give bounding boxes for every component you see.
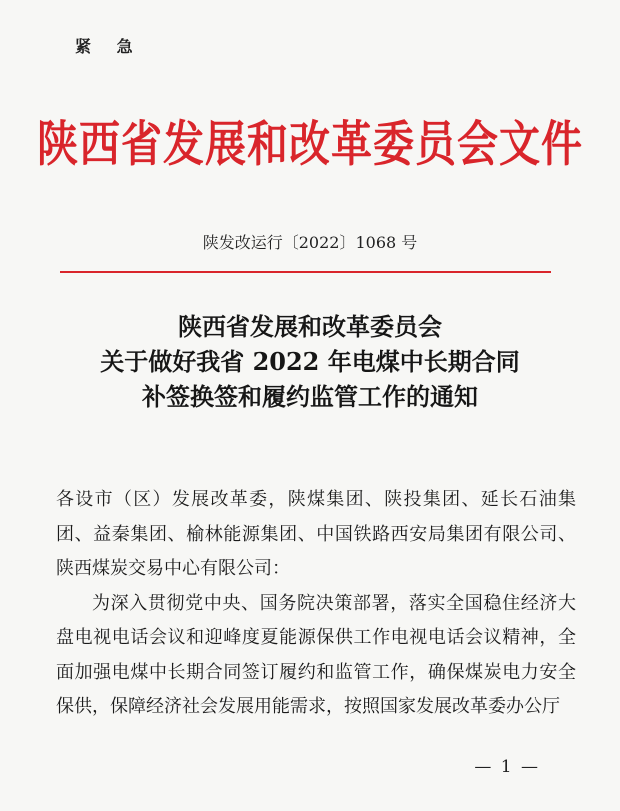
page-number: — 1 — bbox=[474, 757, 540, 777]
notice-title bbox=[0, 309, 620, 414]
addressee-paragraph: 各设市（区）发展改革委，陕煤集团、陕投集团、延长石油集团、益秦集团、榆林能源集团、中国铁路西安局集团有限公司、陕西煤炭交易中心有限公司： bbox=[56, 489, 576, 579]
title-line-2: 关于做好我省 2022 年电煤中长期合同 bbox=[100, 347, 520, 376]
document-body bbox=[56, 483, 576, 725]
body-paragraph-1: 为深入贯彻党中央、国务院决策部署，落实全国稳住经济大盘电视电话会议和迎峰度夏能源保供工作电视电话会议精神，全面加强电煤中长期合同签订履约和监管工作，确保煤炭电力安全保供，保障经济社会发展用能需求，按照国家发展改革委办公厅 bbox=[56, 592, 576, 717]
red-separator-line bbox=[60, 271, 551, 273]
title-line-1: 陕西省发展和改革委员会 bbox=[178, 312, 442, 341]
document-number: 陕发改运行〔2022〕1068 号 bbox=[202, 233, 418, 252]
title-line-3: 补签换签和履约监管工作的通知 bbox=[142, 382, 478, 411]
urgency-label: 紧 急 bbox=[75, 37, 143, 56]
document-masthead: 陕西省发展和改革委员会文件 bbox=[37, 115, 583, 173]
